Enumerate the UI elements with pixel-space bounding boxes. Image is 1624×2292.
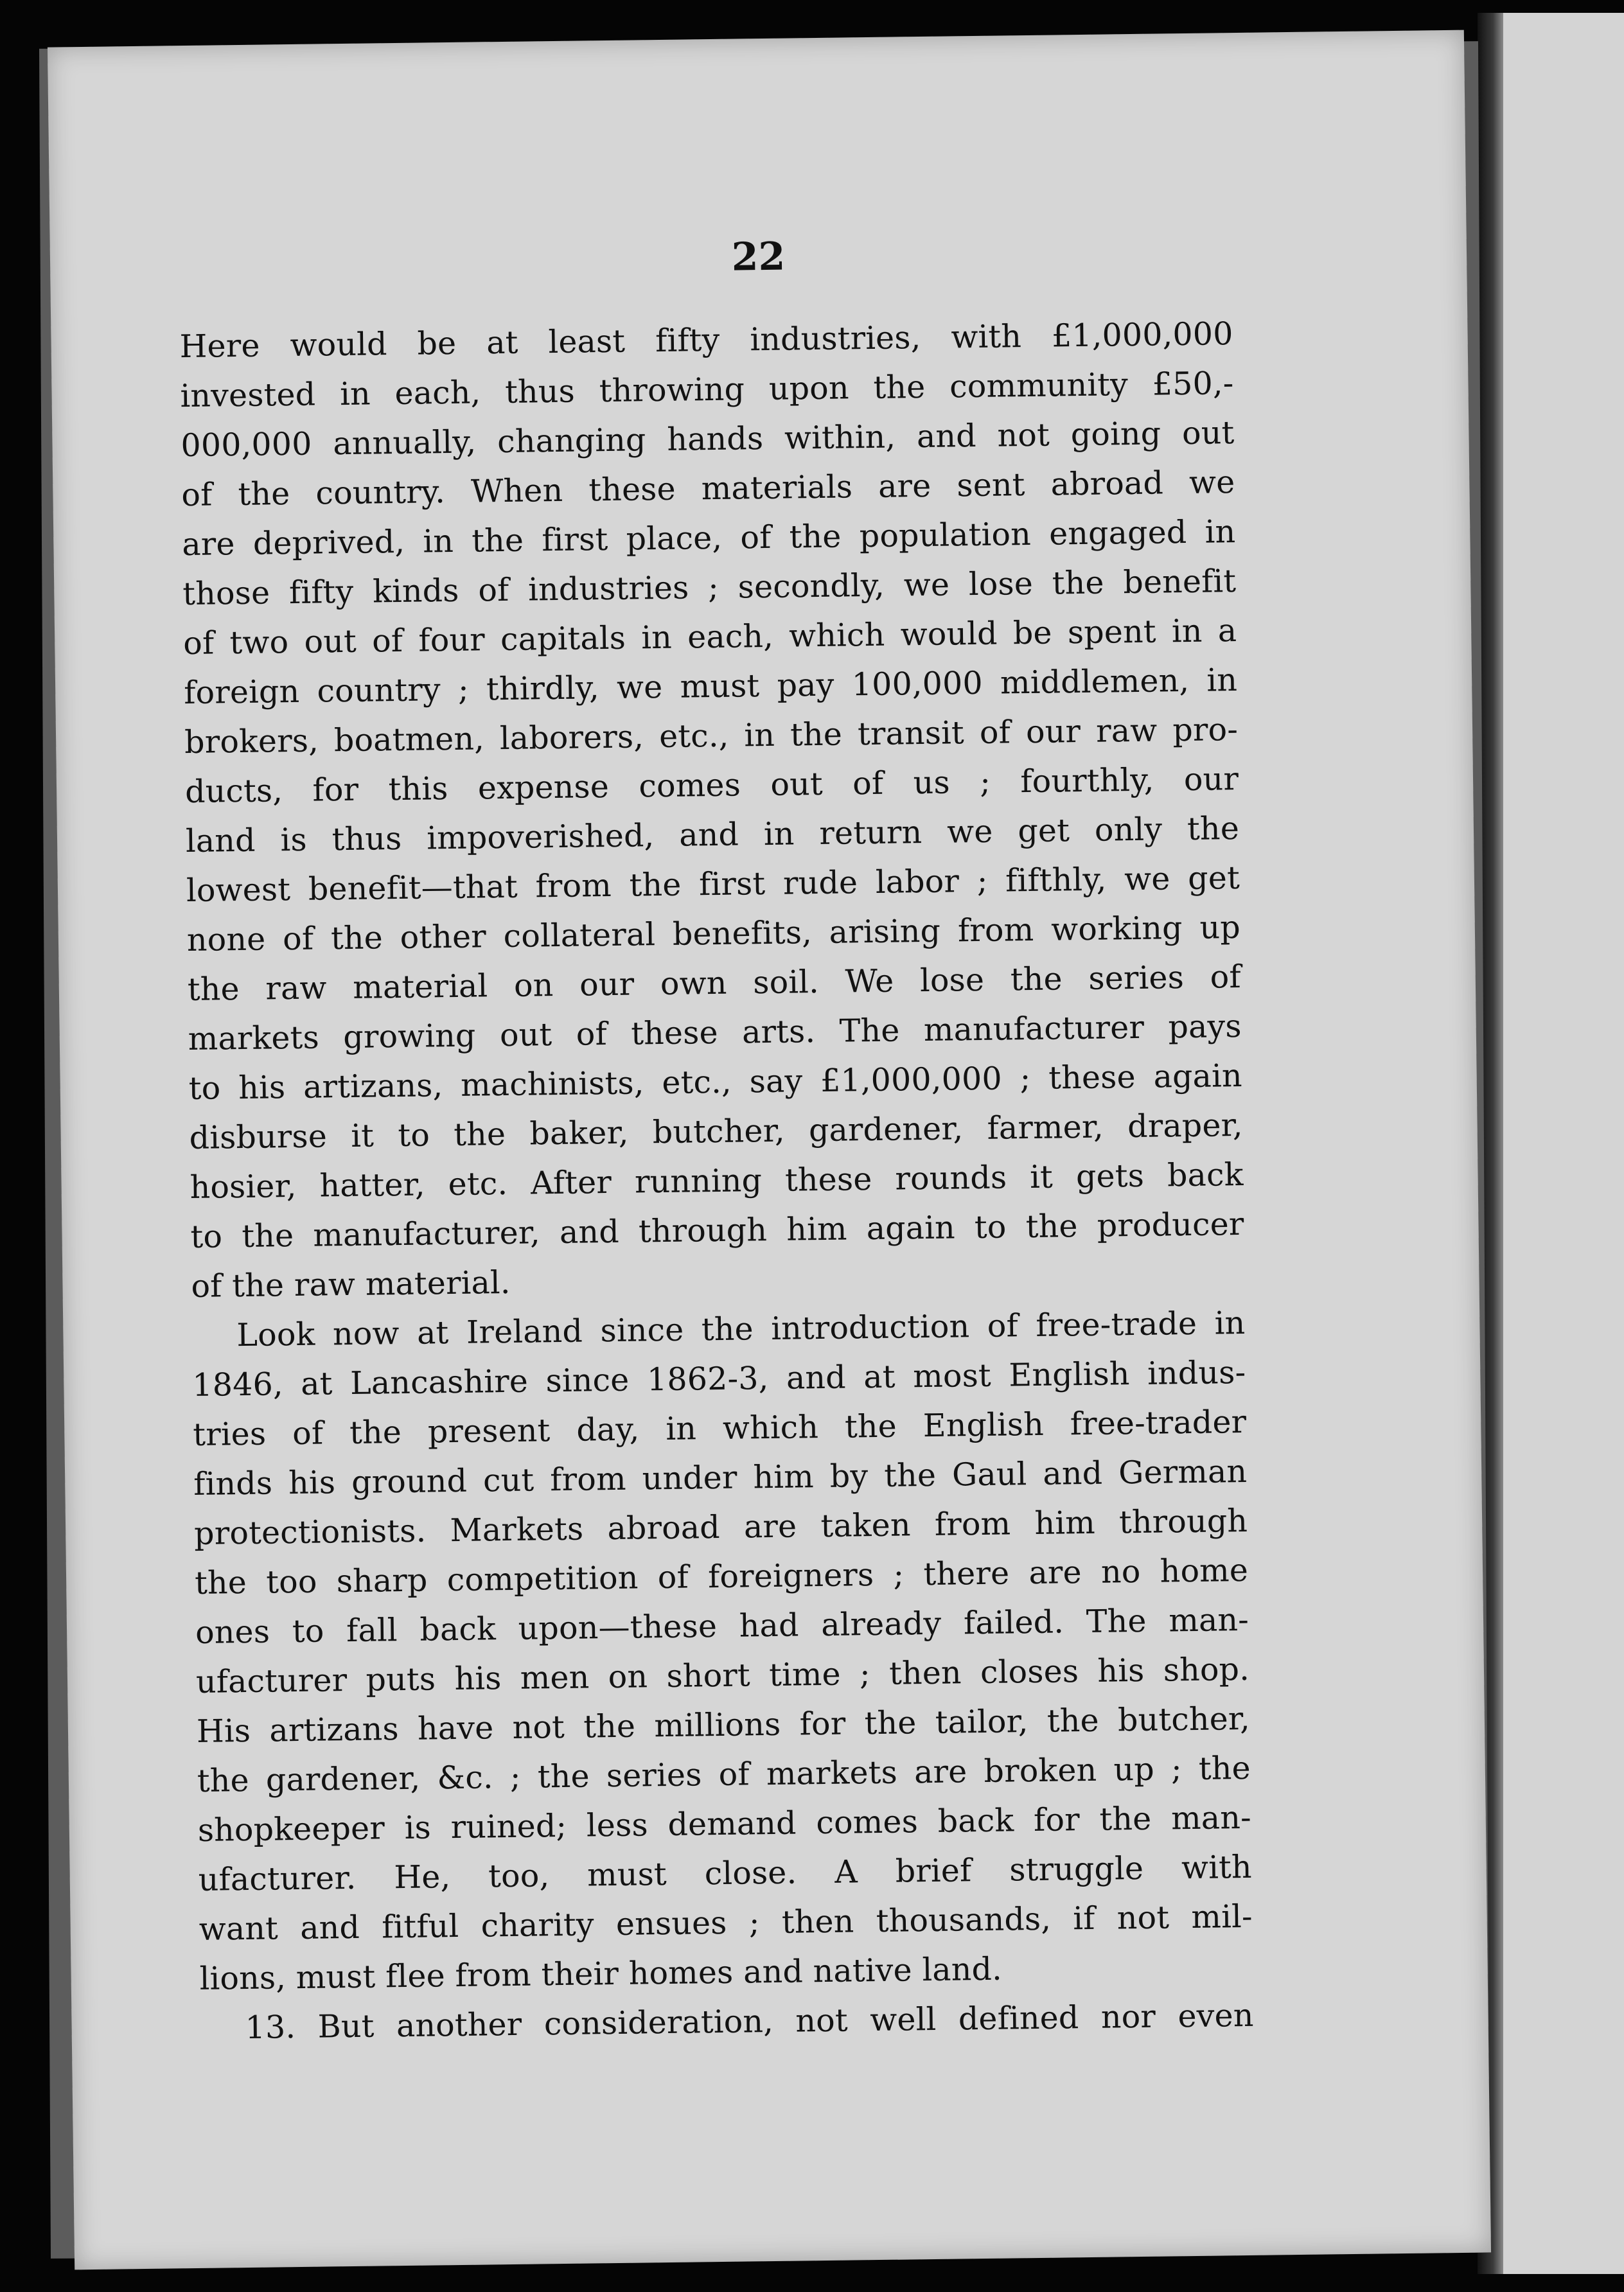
text-line: none of the other collateral benefits, arising from working up (186, 909, 1241, 959)
text-line: invested in each, thus throwing upon the community £50,- (180, 365, 1234, 415)
text-line: shopkeeper is ruined; less demand comes back for the man- (197, 1799, 1252, 1849)
text-line: of two out of four capitals in each, which would be spent in a (182, 612, 1237, 662)
text-line: His artizans have not the millions for the tailor, the butcher, (196, 1700, 1251, 1750)
text-line: the raw material on our own soil. We lose the series of (187, 958, 1242, 1009)
text-line: hosier, hatter, etc. After running these rounds it gets back (190, 1156, 1244, 1206)
text-line: land is thus impoverished, and in return we get only the (185, 810, 1240, 860)
text-line: markets growing out of these arts. The manufacturer pays (188, 1008, 1242, 1058)
text-line: lowest benefit—that from the first rude labor ; fifthly, we get (186, 860, 1240, 910)
paragraph (191, 1298, 1253, 2004)
text-line: tries of the present day, in which the English free-trader (193, 1403, 1247, 1453)
text-line: 000,000 annually, changing hands within, and not going out (181, 414, 1235, 464)
text-line: finds his ground cut from under him by the Gaul and German (193, 1452, 1248, 1503)
page-body-text (179, 309, 1254, 2053)
text-line: the gardener, &c. ; the series of markets are broken up ; the (197, 1749, 1251, 1799)
text-line: ufacturer. He, too, must close. A brief struggle with (198, 1848, 1253, 1898)
text-line: of the raw material. (191, 1264, 511, 1305)
paragraph (179, 309, 1245, 1311)
text-line: the too sharp competition of foreigners ; there are no home (194, 1551, 1249, 1601)
text-line: 13. But another consideration, not well defined nor even (245, 1997, 1254, 2047)
text-line: ducts, for this expense comes out of us ; fourthly, our (184, 761, 1239, 811)
text-line: Look now at Ireland since the introduction of free-trade in (236, 1304, 1246, 1354)
text-line: want and fitful charity ensues ; then thousands, if not mil- (199, 1898, 1253, 1948)
text-line: protectionists. Markets abroad are taken from him through (193, 1502, 1248, 1552)
text-line: to his artizans, machinists, etc., say £1,000,000 ; these again (188, 1057, 1242, 1107)
text-line: lions, must flee from their homes and native land. (199, 1950, 1003, 1997)
text-line: those fifty kinds of industries ; secondly, we lose the benefit (182, 563, 1237, 613)
text-line: foreign country ; thirdly, we must pay 100,000 middlemen, in (183, 662, 1238, 712)
text-line: disburse it to the baker, butcher, gardener, farmer, draper, (189, 1106, 1243, 1157)
text-line: of the country. When these materials are sent abroad we (181, 464, 1235, 514)
book-page (48, 30, 1491, 2270)
text-line: 1846, at Lancashire since 1862-3, and at most English indus- (192, 1353, 1246, 1404)
text-line: brokers, boatmen, laborers, etc., in the transit of our raw pro- (184, 711, 1239, 761)
text-line: ufacturer puts his men on short time ; then closes his shop. (195, 1650, 1250, 1700)
page-number: 22 (731, 234, 786, 280)
text-line: Here would be at least fifty industries, with £1,000,000 (179, 315, 1233, 366)
facing-page-edge (1478, 13, 1624, 2274)
text-line: to the manufacturer, and through him again to the producer (190, 1205, 1244, 1256)
text-line: are deprived, in the first place, of the population engaged in (182, 513, 1236, 563)
text-line: ones to fall back upon—these had already failed. The man- (195, 1601, 1249, 1651)
